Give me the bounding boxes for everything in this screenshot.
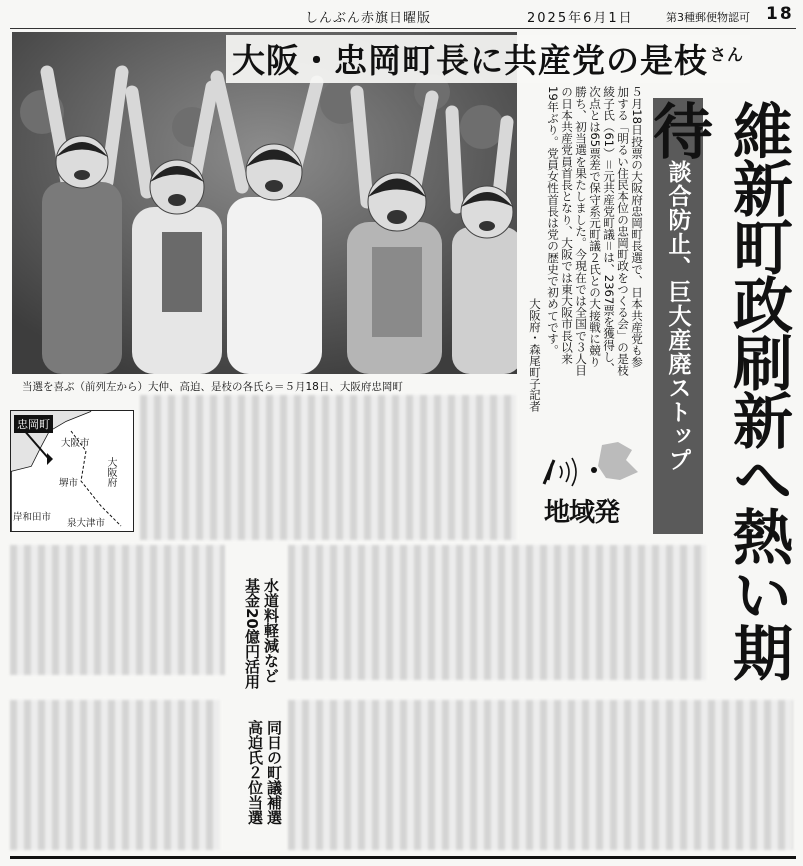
publication-name: しんぶん赤旗日曜版	[305, 11, 432, 26]
byline: 大阪府・森尾町子記者	[528, 298, 542, 412]
subheadline	[653, 98, 703, 534]
map-label: 大阪府	[105, 457, 116, 487]
lead-paragraph: ５月18日投票の大阪府忠岡町長選で、日本共産党も参加する「明るい住民本位の忠岡町政をつくる会」の是枝綾子氏（61）＝元共産党町議＝は、2367票を獲得し、次点とは65票差で保守系元町議２氏との大接戦に競り勝ち、初当選を果たしました。今現在では全国で３人目の日本共産党員首長となり、大阪では東大阪市長以来19年ぶり。党員女性首長は党の歴史で初めてです。	[546, 86, 644, 376]
main-headline-suffix: さん	[710, 45, 745, 64]
bottom-rule	[10, 856, 796, 859]
map-label: 岸和田市	[13, 512, 52, 523]
main-headline	[226, 35, 750, 83]
body-text-blurred	[288, 545, 706, 680]
side-headline-by-election	[225, 720, 283, 840]
photo-caption: 当選を喜ぶ（前列左から）大仲、高迫、是枝の各氏ら＝５月18日、大阪府忠岡町	[22, 381, 403, 393]
map-town-label: 忠岡町	[14, 415, 53, 433]
body-text-blurred	[10, 545, 225, 675]
photo-image	[12, 32, 517, 374]
body-text-blurred	[10, 700, 220, 850]
side-headline-line: 水道料軽減など	[262, 578, 280, 683]
side-headline-water	[236, 578, 280, 696]
side-headline-line: 高迫氏２位当選	[246, 720, 264, 825]
page-header	[0, 0, 803, 28]
map-label: 堺市	[59, 478, 79, 489]
side-headline-line: 同日の町議補選	[265, 720, 283, 825]
body-text-blurred	[140, 395, 516, 540]
body-text-blurred	[288, 700, 793, 850]
big-headline: 維新町政刷新へ熱い期待	[643, 100, 793, 680]
location-map	[10, 410, 134, 532]
map-label: 泉大津市	[67, 518, 106, 529]
page-number: 18	[766, 4, 794, 24]
postal-permit: 第3種郵便物認可	[666, 11, 750, 24]
header-rule	[10, 28, 796, 29]
main-headline-text: 大阪・忠岡町長に共産党の是枝	[232, 41, 708, 80]
side-headline-line: 基金20億円活用	[243, 578, 261, 689]
regional-news-logo	[540, 440, 648, 530]
regional-news-logo-text: 地域発	[544, 498, 620, 528]
issue-date: 2025年6月1日	[527, 11, 634, 26]
celebration-photo	[12, 32, 517, 374]
map-label: 大阪市	[61, 438, 90, 449]
subheadline-text: 談合防止、巨大産廃ストップ	[664, 160, 691, 472]
japan-silhouette-icon	[540, 440, 648, 500]
